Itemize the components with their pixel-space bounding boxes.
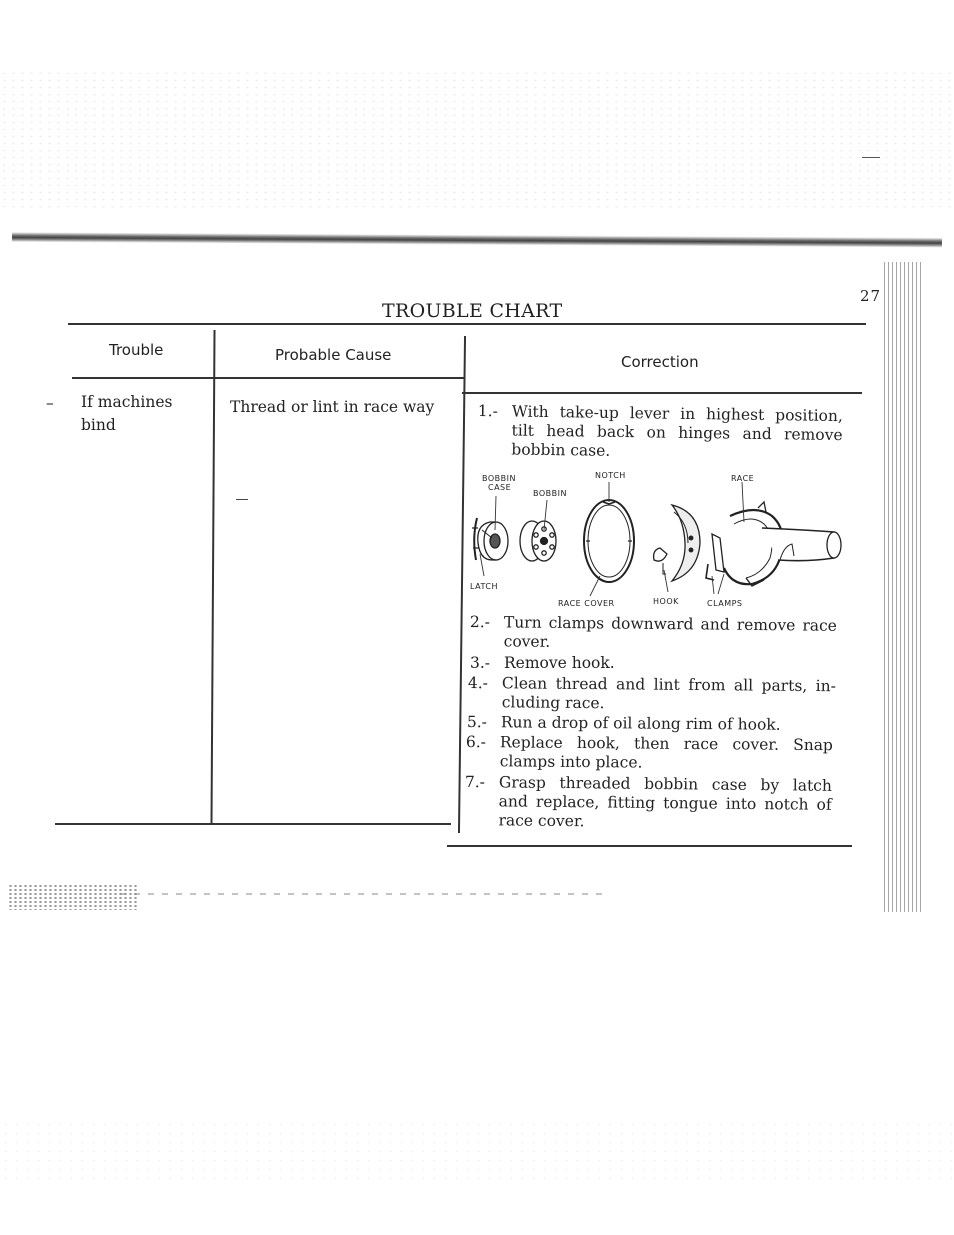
race-cover-icon <box>584 500 634 582</box>
correction-step-2: 2.- Turn clamps downward and remove race cover. <box>469 613 837 651</box>
header-probable-cause: Probable Cause <box>275 346 392 364</box>
page-number: 27 <box>860 287 882 305</box>
race-clamps-icon <box>706 502 841 586</box>
header-rule-left <box>72 377 464 379</box>
label-bobbin: BOBBIN <box>533 489 567 498</box>
label-hook: HOOK <box>653 597 679 606</box>
correction-step-3: 3.- Remove hook. <box>470 654 615 672</box>
label-bobbin-case: BOBBIN CASE <box>482 474 516 492</box>
label-notch: NOTCH <box>595 471 626 480</box>
header-trouble: Trouble <box>109 341 164 359</box>
correction-step-6: 6.- Replace hook, then race cover. Snap clamps into place. <box>465 733 833 772</box>
cause-dash <box>236 499 248 500</box>
bobbin-parts-diagram <box>462 468 857 613</box>
label-race-cover: RACE COVER <box>558 599 615 608</box>
scan-binding-edge <box>884 262 922 912</box>
table-bottom-rule-left <box>55 823 451 825</box>
header-rule-right <box>462 392 862 394</box>
scan-bottom-line <box>120 893 610 895</box>
scan-bottom-smudge <box>8 884 138 910</box>
table-top-rule <box>68 323 866 325</box>
label-clamps: CLAMPS <box>707 599 743 608</box>
table-bottom-rule-right <box>447 845 852 847</box>
correction-step-7: 7.- Grasp threaded bobbin case by latch and replace, fitting tongue into notch of race cover. <box>464 773 832 831</box>
cause-text: Thread or lint in race way <box>230 398 435 416</box>
label-race: RACE <box>731 474 755 483</box>
column-divider-1 <box>210 330 215 825</box>
row-bullet: – <box>46 394 54 412</box>
scan-noise-bottom <box>0 1120 954 1180</box>
scan-noise-top <box>0 70 954 210</box>
bobbin-icon <box>520 521 556 561</box>
bobbin-case-icon <box>472 518 508 560</box>
correction-step-4: 4.- Clean thread and lint from all parts, in- cluding race. <box>467 674 836 713</box>
page-title: TROUBLE CHART <box>382 300 563 322</box>
correction-step-5: 5.- Run a drop of oil along rim of hook. <box>466 713 781 734</box>
label-latch: LATCH <box>470 582 499 591</box>
correction-step-1: 1.- With take-up lever in highest position, tilt head back on hinges and remove bobbin case. <box>477 402 843 460</box>
scan-mark <box>862 157 880 158</box>
header-correction: Correction <box>621 353 699 371</box>
hook-icon <box>654 505 700 581</box>
trouble-text: If machines bind <box>81 393 173 434</box>
scan-top-edge <box>12 232 942 248</box>
